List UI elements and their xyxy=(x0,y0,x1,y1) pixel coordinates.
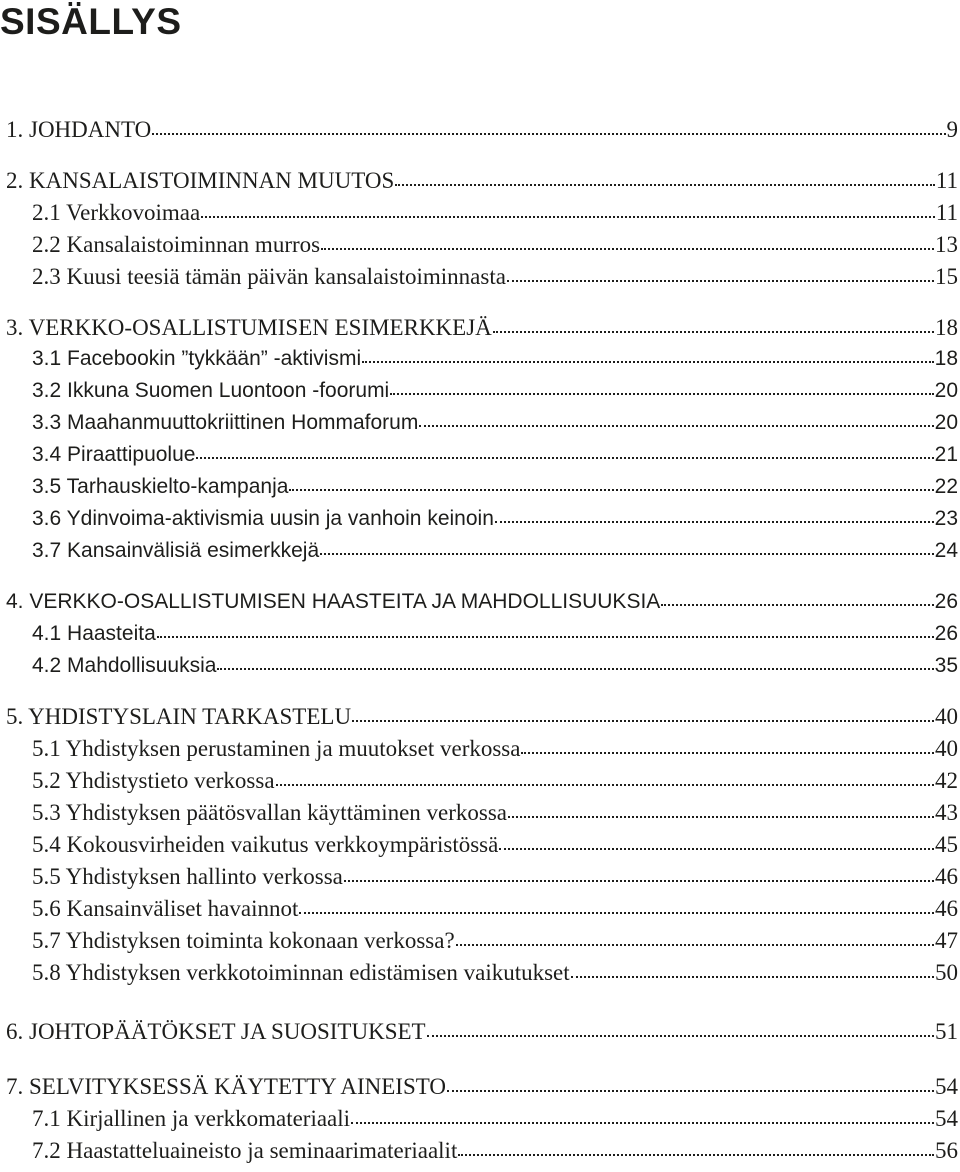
toc-entry-page: 11 xyxy=(935,200,958,225)
toc-entry-label: 3.5 Tarhauskielto-kampanja xyxy=(32,475,289,498)
dot-leader xyxy=(571,976,934,978)
toc-entry-label: 3.6 Ydinvoima-aktivismia uusin ja vanhoin keinoin xyxy=(32,507,494,530)
toc-entry-page: 22 xyxy=(934,475,958,498)
page-title: SISÄLLYS xyxy=(0,1,182,42)
toc-entry-label: 2.2 Kansalaistoiminnan murros xyxy=(32,232,321,257)
toc-entry-7-1[interactable] xyxy=(32,1104,958,1134)
toc-entry-page: 45 xyxy=(935,832,958,857)
dot-leader xyxy=(351,1122,934,1124)
dot-leader xyxy=(152,133,945,135)
toc-entry-page: 43 xyxy=(935,800,958,825)
toc-entry-label: 3.3 Maahanmuuttokriittinen Hommaforum xyxy=(32,411,419,434)
toc-entry-page: 15 xyxy=(935,264,958,289)
toc-entry-3-6[interactable] xyxy=(32,504,958,534)
dot-leader xyxy=(344,880,934,882)
toc-entry-page: 47 xyxy=(935,928,958,953)
dot-leader xyxy=(493,331,934,333)
toc-entry-page: 20 xyxy=(934,379,958,402)
toc-entry-label: 3.7 Kansainvälisiä esimerkkejä xyxy=(32,539,320,562)
toc-entry-page: 26 xyxy=(934,590,958,613)
toc-entry-label: 5.6 Kansainväliset havainnot xyxy=(32,896,299,921)
toc-entry-label: 4.2 Mahdollisuuksia xyxy=(32,654,217,677)
toc-entry-7[interactable] xyxy=(6,1072,958,1102)
toc-entry-label: 5.8 Yhdistyksen verkkotoiminnan edistämisen vaikutukset xyxy=(32,960,570,985)
toc-entry-page: 46 xyxy=(935,896,958,921)
dot-leader xyxy=(362,361,934,363)
toc-entry-5-7[interactable] xyxy=(32,926,958,956)
toc-entry-label: 5.1 Yhdistyksen perustaminen ja muutokset verkossa xyxy=(32,736,521,761)
toc-entry-5-5[interactable] xyxy=(32,862,958,892)
toc-entry-label: 2. KANSALAISTOIMINNAN MUUTOS xyxy=(6,168,395,193)
toc-entry-label: 5.3 Yhdistyksen päätösvallan käyttäminen verkossa xyxy=(32,800,508,825)
toc-entry-4-2[interactable] xyxy=(32,651,958,681)
toc-entry-3-5[interactable] xyxy=(32,472,958,502)
toc-entry-5[interactable] xyxy=(6,702,958,732)
toc-entry-4-1[interactable] xyxy=(32,619,958,649)
dot-leader xyxy=(661,604,933,606)
toc-entry-3-3[interactable] xyxy=(32,408,958,438)
dot-leader xyxy=(419,425,933,427)
toc-entry-page: 24 xyxy=(934,539,958,562)
toc-entry-page: 51 xyxy=(935,1019,958,1044)
dot-leader xyxy=(320,553,934,555)
toc-entry-label: 3. VERKKO-OSALLISTUMISEN ESIMERKKEJÄ xyxy=(6,315,492,340)
dot-leader xyxy=(217,668,933,670)
toc-entry-label: 7.2 Haastatteluaineisto ja seminaarimateriaalit xyxy=(32,1138,458,1163)
dot-leader xyxy=(508,816,934,818)
toc-entry-page: 40 xyxy=(935,704,958,729)
dot-leader xyxy=(456,944,934,946)
toc-entry-5-1[interactable] xyxy=(32,734,958,764)
dot-leader xyxy=(289,489,933,491)
dot-leader xyxy=(521,752,934,754)
toc-entry-3-1[interactable] xyxy=(32,344,958,374)
toc-entry-label: 5.2 Yhdistystieto verkossa xyxy=(32,768,275,793)
toc-entry-2-3[interactable] xyxy=(32,262,958,292)
toc-entry-page: 56 xyxy=(935,1138,958,1163)
toc-entry-label: 5. YHDISTYSLAIN TARKASTELU xyxy=(6,704,352,729)
toc-entry-page: 54 xyxy=(935,1106,958,1131)
toc-entry-2-2[interactable] xyxy=(32,230,958,260)
toc-entry-label: 5.5 Yhdistyksen hallinto verkossa xyxy=(32,864,343,889)
dot-leader xyxy=(458,1154,934,1156)
toc-entry-page: 50 xyxy=(935,960,958,985)
toc-entry-label: 5.4 Kokousvirheiden vaikutus verkkoympäristössä xyxy=(32,832,499,857)
toc-entry-label: 1. JOHDANTO xyxy=(6,117,152,142)
toc-entry-page: 40 xyxy=(935,736,958,761)
toc-entry-2[interactable] xyxy=(6,166,958,196)
dot-leader xyxy=(395,184,935,186)
toc-entry-4[interactable] xyxy=(6,587,958,617)
dot-leader xyxy=(352,720,934,722)
dot-leader xyxy=(507,280,934,282)
toc-entry-page: 26 xyxy=(934,622,958,645)
dot-leader xyxy=(499,848,934,850)
dot-leader xyxy=(321,248,934,250)
toc-entry-page: 35 xyxy=(934,654,958,677)
toc-entry-page: 21 xyxy=(934,443,958,466)
dot-leader xyxy=(201,216,935,218)
toc-entry-label: 5.7 Yhdistyksen toiminta kokonaan verkossa? xyxy=(32,928,455,953)
toc-entry-page: 18 xyxy=(934,347,958,370)
dot-leader xyxy=(157,636,934,638)
toc-entry-5-8[interactable] xyxy=(32,958,958,988)
toc-entry-label: 3.2 Ikkuna Suomen Luontoon -foorumi xyxy=(32,379,390,402)
toc-entry-page: 9 xyxy=(946,117,958,142)
toc-entry-label: 7. SELVITYKSESSÄ KÄYTETTY AINEISTO xyxy=(6,1074,446,1099)
toc-entry-7-2[interactable] xyxy=(32,1136,958,1166)
toc-entry-3-4[interactable] xyxy=(32,440,958,470)
toc-entry-page: 20 xyxy=(934,411,958,434)
toc-entry-3-7[interactable] xyxy=(32,536,958,566)
toc-entry-6[interactable] xyxy=(6,1017,958,1047)
dot-leader xyxy=(276,784,934,786)
dot-leader xyxy=(390,393,933,395)
toc-entry-page: 13 xyxy=(935,232,958,257)
toc-entry-page: 18 xyxy=(935,315,958,340)
toc-entry-label: 6. JOHTOPÄÄTÖKSET JA SUOSITUKSET xyxy=(6,1019,426,1044)
toc-entry-5-6[interactable] xyxy=(32,894,958,924)
toc-entry-label: 7.1 Kirjallinen ja verkkomateriaali xyxy=(32,1106,351,1131)
toc-entry-label: 2.3 Kuusi teesiä tämän päivän kansalaistoiminnasta xyxy=(32,264,506,289)
toc-entry-5-2[interactable] xyxy=(32,766,958,796)
toc-entry-3[interactable] xyxy=(6,313,958,343)
toc-entry-label: 2.1 Verkkovoimaa xyxy=(32,200,201,225)
toc-entry-page: 11 xyxy=(935,168,958,193)
toc-entry-3-2[interactable] xyxy=(32,376,958,406)
toc-entry-label: 4.1 Haasteita xyxy=(32,622,156,645)
toc-entry-5-3[interactable] xyxy=(32,798,958,828)
dot-leader xyxy=(196,457,933,459)
toc-entry-label: 3.4 Piraattipuolue xyxy=(32,443,196,466)
dot-leader xyxy=(427,1035,934,1037)
toc-entry-2-1[interactable] xyxy=(32,198,958,228)
dot-leader xyxy=(447,1090,934,1092)
toc-entry-5-4[interactable] xyxy=(32,830,958,860)
toc-entry-1[interactable] xyxy=(6,115,958,145)
toc-entry-label: 4. VERKKO-OSALLISTUMISEN HAASTEITA JA MAHDOLLISUUKSIA xyxy=(6,590,661,613)
toc-entry-label: 3.1 Facebookin ”tykkään” -aktivismi xyxy=(32,347,362,370)
dot-leader xyxy=(299,912,934,914)
dot-leader xyxy=(495,521,934,523)
toc-entry-page: 46 xyxy=(935,864,958,889)
toc-entry-page: 54 xyxy=(935,1074,958,1099)
toc-entry-page: 23 xyxy=(934,507,958,530)
toc-entry-page: 42 xyxy=(935,768,958,793)
